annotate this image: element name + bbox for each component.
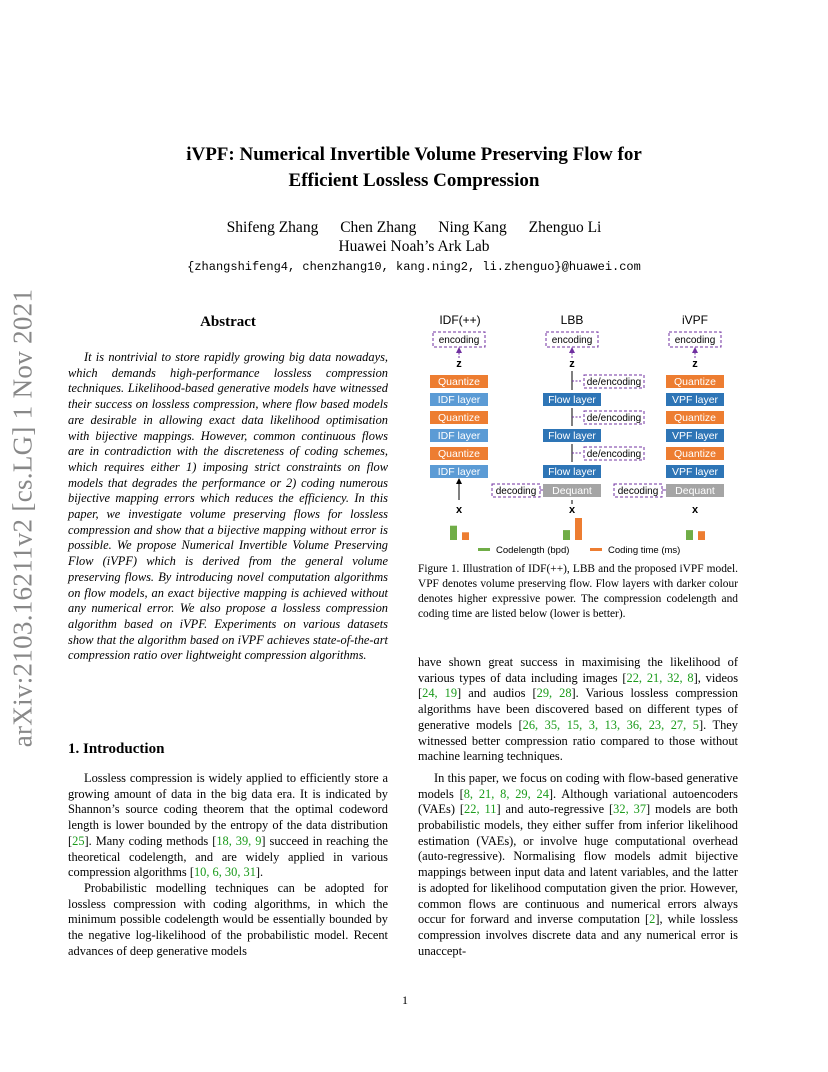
right-paragraph-2: In this paper, we focus on coding with flow-based generative models [8, 21, 8, 29, 24]. Although variational autoencoders (VAEs) [22, 11] and auto-regressive [32, 37] models are both probabilistic models, they either suffer from inferior likelihood estimation (VAEs), or involve huge computational overhead (auto-regressive). Normalising flow models admit bijective mappings between input data and latent variables, and the latter is adopted for likelihood computation given the prior. However, common flows are continuous and numerical errors always occur for forward and inverse computation [2], while lossless compression involves discrete data and any numerical error is unaccept-	[418, 770, 739, 958]
encoding-label: encoding	[674, 335, 716, 346]
citation-link[interactable]: 26, 35, 15, 3, 13, 36, 23, 27, 5	[522, 717, 699, 732]
arxiv-id: arXiv:2103.16211v2 [cs.LG] 1 Nov 2021	[7, 288, 38, 748]
idf-layer-label: IDF layer	[437, 466, 481, 478]
intro-body	[68, 771, 388, 959]
citation-link[interactable]: 25	[72, 833, 85, 848]
flow-layer-label: Flow layer	[548, 430, 596, 442]
title-line-2: Efficient Lossless Compression	[288, 170, 540, 191]
quantize-label: Quantize	[437, 412, 481, 424]
author-name: Ning Kang	[438, 219, 507, 236]
quantize-label: Quantize	[673, 448, 717, 460]
affiliation: Huawei Noah’s Ark Lab	[338, 238, 490, 255]
codelength-bar	[563, 530, 570, 540]
legend-swatch-codelength	[478, 548, 490, 551]
legend-time: Coding time (ms)	[608, 545, 681, 556]
author-name: Shifeng Zhang	[226, 219, 319, 236]
coding-time-bar	[575, 518, 582, 540]
coding-time-bar	[698, 531, 705, 540]
citation-link[interactable]: 22, 21, 32, 8	[626, 670, 694, 685]
intro-heading: 1. Introduction	[68, 741, 165, 757]
author-emails: {zhangshifeng4, chenzhang10, kang.ning2, li.zhenguo}@huawei.com	[187, 260, 641, 274]
legend-swatch-time	[590, 548, 602, 551]
flow-layer-label: Flow layer	[548, 394, 596, 406]
abstract-text: It is nontrivial to store rapidly growing big data nowadays, which demands high-performance lossless compression techniques. Likelihood-based generative models have witnessed their success on lossless compression, where flow based models are desirable in allowing exact data likelihood optimisation with bijective mappings. However, common continuous flows are in contradiction with the discreteness of coding schemes, which requires either 1) imposing strict constraints on flow models that degrades the performance or 2) coding numerous bijective mapping errors which reduces the efficiency. In this paper, we investigate volume preserving flows for lossless compression and show that a bijective mapping without error is possible. We propose Numerical Invertible Volume Preserving Flow (iVPF) which is derived from the general volume preserving flows. By introducing novel computation algorithms on flow models, an exact bijective mapping is achieved without any numerical error. We also propose a lossless compression algorithm based on iVPF. Experiments on various datasets show that the algorithm based on iVPF achieves state-of-the-art compression ratio over lightweight compression algorithms.	[68, 350, 388, 663]
paper-title	[60, 142, 768, 194]
column-header-idf: IDF(++)	[439, 313, 481, 327]
author-name: Chen Zhang	[340, 219, 417, 236]
dequant-label: Dequant	[552, 485, 592, 497]
decoding-label: decoding	[617, 486, 659, 497]
dequant-label: Dequant	[675, 485, 715, 497]
quantize-label: Quantize	[437, 448, 481, 460]
vpf-layer-label: VPF layer	[671, 430, 719, 442]
figure-1	[418, 308, 738, 562]
page-number: 1	[402, 993, 408, 1007]
deencoding-label: de/encoding	[586, 377, 642, 388]
figure-caption: Figure 1. Illustration of IDF(++), LBB and the proposed iVPF model. VPF denotes volume preserving flow. Flow layers with darker colour denotes higher expressive power. The compression codelength and coding time are listed below (lower is better).	[418, 563, 738, 620]
citation-link[interactable]: 2	[649, 912, 656, 927]
citation-link[interactable]: 32, 37	[613, 802, 647, 817]
x-label: x	[691, 504, 699, 516]
z-label: z	[692, 358, 698, 370]
figure-diagram	[418, 308, 738, 562]
citation-link[interactable]: 29, 28	[536, 686, 572, 701]
codelength-bar	[450, 526, 457, 540]
intro-paragraph-2: Probabilistic modelling techniques can be adopted for lossless compression with coding algorithms, in which the minimum possible codelength would be essentially bounded by the negative log-likelihood of the probabilistic model. Recent advances of deep generative models	[68, 880, 388, 958]
coding-time-bar	[462, 532, 469, 540]
vpf-layer-label: VPF layer	[671, 466, 719, 478]
codelength-bar	[686, 530, 693, 540]
right-paragraph-1: have shown great success in maximising the likelihood of various types of data including images [22, 21, 32, 8], videos [24, 19] and audios [29, 28]. Various lossless compression algorithms have been discovered based on different types of generative models [26, 35, 15, 3, 13, 36, 23, 27, 5]. They witnessed better compression ratio compared to those without machine learning techniques.	[418, 655, 739, 764]
encoding-label: encoding	[438, 335, 480, 346]
arxiv-watermark	[3, 288, 43, 748]
author-names	[60, 218, 768, 237]
title-line-1: iVPF: Numerical Invertible Volume Preserving Flow for	[186, 144, 642, 165]
column-header-lbb: LBB	[560, 313, 584, 327]
legend-codelength: Codelength (bpd)	[496, 545, 570, 556]
z-label: z	[569, 358, 575, 370]
quantize-label: Quantize	[673, 412, 717, 424]
citation-link[interactable]: 8, 21, 8, 29, 24	[463, 786, 549, 801]
deencoding-label: de/encoding	[586, 449, 642, 460]
encoding-label: encoding	[551, 335, 593, 346]
deencoding-label: de/encoding	[586, 413, 642, 424]
author-block	[60, 218, 768, 256]
decoding-label: decoding	[495, 486, 537, 497]
abstract-heading: Abstract	[200, 314, 256, 330]
x-label: x	[568, 504, 576, 516]
quantize-label: Quantize	[673, 376, 717, 388]
author-name: Zhenguo Li	[528, 219, 602, 236]
x-label: x	[455, 504, 463, 516]
idf-layer-label: IDF layer	[437, 430, 481, 442]
quantize-label: Quantize	[437, 376, 481, 388]
citation-link[interactable]: 18, 39, 9	[216, 833, 262, 848]
citation-link[interactable]: 10, 6, 30, 31	[193, 865, 256, 880]
flow-layer-label: Flow layer	[548, 466, 596, 478]
vpf-layer-label: VPF layer	[671, 394, 719, 406]
performance-bars	[450, 518, 705, 540]
right-column-body	[418, 655, 738, 959]
citation-link[interactable]: 24, 19	[422, 686, 458, 701]
column-header-ivpf: iVPF	[681, 313, 709, 327]
idf-layer-label: IDF layer	[437, 394, 481, 406]
citation-link[interactable]: 22, 11	[464, 802, 497, 817]
intro-paragraph-1: Lossless compression is widely applied to efficiently store a growing amount of data in the big data era. It is indicated by Shannon’s source coding theorem that the optimal codeword length is lower bounded by the entropy of the data distribution [25]. Many coding methods [18, 39, 9] succeed in reaching the theoretical codelength, and are widely applied in various compression algorithms [10, 6, 30, 31].	[68, 771, 389, 880]
z-label: z	[456, 358, 462, 370]
